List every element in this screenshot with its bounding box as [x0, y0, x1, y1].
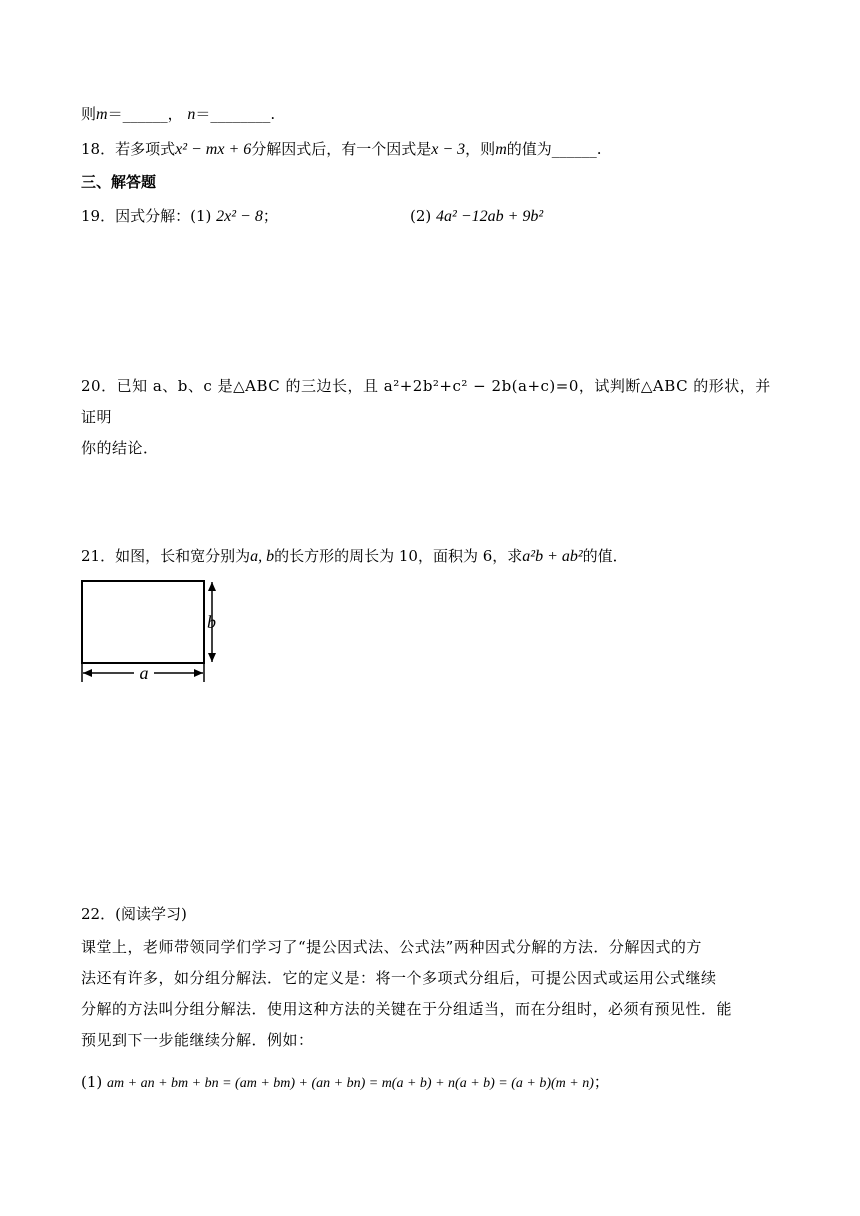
- q18-number: 18．若多项式: [81, 140, 176, 158]
- q18-blank: 的值为______.: [506, 140, 602, 158]
- var-m: m: [96, 106, 108, 123]
- q22-example-end: ；: [593, 1073, 609, 1091]
- section-heading: 三、解答题: [81, 173, 157, 191]
- q17-prefix: 则: [81, 105, 97, 123]
- q18-polynomial: x² − mx + 6: [175, 141, 252, 158]
- rectangle: [82, 581, 204, 663]
- question-18: [81, 139, 602, 160]
- question-19: [81, 206, 278, 227]
- var-n: n: [187, 106, 196, 123]
- label-b: b: [207, 612, 216, 632]
- q21-end: 的值．: [582, 547, 628, 565]
- q19-sep: ；: [262, 207, 278, 225]
- question-19-part2: [410, 206, 543, 227]
- blank-m: ＝______，: [107, 105, 183, 123]
- q19-expr2: 4a² −12ab + 9b²: [436, 208, 544, 225]
- question-22-paragraph: [81, 932, 781, 1056]
- q19-number: 19．因式分解：(1): [81, 207, 212, 225]
- q21-expr: a²b + ab²: [522, 548, 583, 565]
- q22-example-number: (1): [81, 1073, 103, 1091]
- q19-part2-label: (2): [410, 207, 432, 225]
- a-arrow-left: [83, 669, 92, 677]
- q22-line3: 分解的方法叫分组分解法．使用这种方法的关键在于分组适当，而在分组时，必须有预见性．能: [81, 1000, 733, 1018]
- q18-factor: x − 3: [431, 141, 466, 158]
- q21-text: 的长方形的周长为 10，面积为 6，求: [274, 547, 523, 565]
- question-22-title: 22．(阅读学习): [81, 905, 187, 923]
- q22-line2: 法还有许多，如分组分解法．它的定义是：将一个多项式分组后，可提公因式或运用公式继续: [81, 969, 717, 987]
- label-a: a: [139, 663, 149, 683]
- q22-line4: 预见到下一步能继续分解．例如：: [81, 1031, 314, 1049]
- q20-line1: 20．已知 a、b、c 是△ABC 的三边长，且 a²+2b²+c² − 2b(a+c)=0，试判断△ABC 的形状，并证明: [81, 377, 771, 426]
- blank-n: ＝________.: [195, 105, 276, 123]
- b-arrow-down: [208, 653, 216, 662]
- q20-line2: 你的结论．: [81, 439, 159, 457]
- q21-number: 21．如图，长和宽分别为: [81, 547, 251, 565]
- q22-line1: 课堂上，老师带领同学们学习了“提公因式法、公式法”两种因式分解的方法．分解因式的方: [81, 938, 702, 956]
- b-arrow-up: [208, 582, 216, 591]
- q21-vars: a, b: [250, 548, 275, 565]
- q18-var-m: m: [495, 141, 507, 158]
- rectangle-figure: [78, 576, 228, 686]
- q18-text2: ，则: [465, 140, 496, 158]
- q17-tail: [81, 104, 275, 125]
- question-20: [81, 371, 781, 464]
- q18-text: 分解因式后，有一个因式是: [251, 140, 432, 158]
- q19-expr1: 2x² − 8: [216, 208, 263, 225]
- q22-example: [81, 1072, 609, 1094]
- a-arrow-right: [194, 669, 203, 677]
- q22-example-expr: am + an + bm + bn = (am + bm) + (an + bn) = m(a + b) + n(a + b) = (a + b)(m + n): [107, 1076, 594, 1091]
- question-21: [81, 546, 628, 567]
